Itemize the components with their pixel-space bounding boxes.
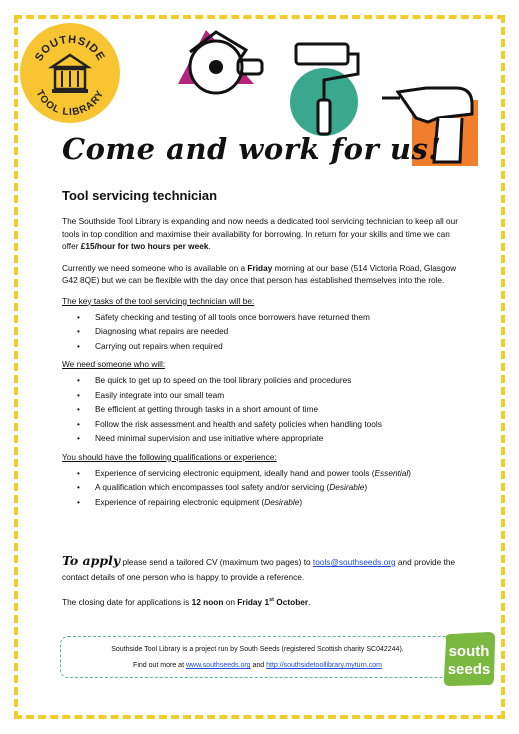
- list-item: • Safety checking and testing of all tools once borrowers have returned them: [62, 310, 462, 325]
- seeds-logo-text-2: seeds: [447, 661, 491, 678]
- logo-bottom-text: TOOL LIBRARY: [33, 88, 107, 119]
- apply-text-end: and provide the contact details of one person who is happy to provide a reference.: [62, 557, 456, 582]
- pay-offer: £15/hour for two hours per week: [80, 241, 209, 251]
- closing-end: .: [308, 597, 311, 607]
- availability-day: Friday: [247, 262, 273, 273]
- qualification-tag: Desirable: [264, 496, 300, 507]
- list-item: • Carrying out repairs when required: [62, 339, 462, 354]
- list-item: [62, 495, 462, 510]
- south-seeds-logo: [440, 630, 498, 688]
- closing-text: The closing date for applications is: [62, 597, 192, 607]
- qualification-close: ): [408, 467, 411, 478]
- qualifications-heading: You should have the following qualifications or experience:: [62, 451, 277, 462]
- availability-paragraph: [62, 262, 462, 287]
- closing-time: 12 noon: [191, 597, 224, 607]
- list-item: [62, 480, 462, 495]
- list-item: • Easily integrate into our small team: [62, 388, 462, 403]
- intro-paragraph: [62, 215, 462, 253]
- footer-charity-line: Southside Tool Library is a project run by South Seeds (registered Scottish charity SC042244).: [111, 646, 404, 653]
- closing-on: on: [223, 597, 238, 607]
- southseeds-link[interactable]: www.southseeds.org: [185, 662, 251, 669]
- logo-graphic: [20, 23, 120, 123]
- footer-and: and: [250, 662, 267, 669]
- qualification-tag: Essential: [374, 467, 409, 478]
- footer-text: Find out more at: [133, 662, 186, 669]
- list-item: [62, 466, 462, 481]
- needs-heading: We need someone who will:: [62, 359, 166, 369]
- closing-day-text: Friday 1: [237, 597, 270, 607]
- closing-day: [237, 597, 311, 607]
- closing-day-suffix: st: [269, 597, 274, 604]
- list-item: • Be efficient at getting through tasks in a short amount of time: [62, 402, 462, 417]
- closing-month: October: [273, 597, 309, 607]
- list-item: • Diagnosing what repairs are needed: [62, 324, 462, 339]
- availability-text-after: morning at our base (514 Victoria Road, Glasgow G42 8QE) but we can be flexible with the day once that person has established themselves into the role.: [62, 262, 457, 285]
- qualification-close: ): [299, 496, 303, 507]
- paint-roller-icon: [290, 44, 358, 136]
- intro-text: The Southside Tool Library is expanding and now needs a dedicated tool servicing technician to keep all our tools in top condition and maximise their availability for borrowing. In return for your skills and time we can offer: [62, 216, 459, 251]
- apply-text: please send a tailored CV (maximum two pages) to: [120, 557, 313, 567]
- headline: Come and work for us!: [62, 132, 442, 166]
- toolbox-icon: [52, 55, 88, 93]
- footer-box: [60, 636, 455, 678]
- intro-end: .: [208, 241, 211, 251]
- job-description: [62, 188, 462, 515]
- tasks-list: [62, 310, 462, 354]
- list-item: • Be quick to get up to speed on the tool library policies and procedures: [62, 373, 462, 388]
- apply-lead: To apply: [62, 553, 121, 568]
- needs-list: [62, 373, 462, 446]
- qualification-tag: Desirable: [329, 482, 365, 492]
- qualification-text: Experience of repairing electronic equipment (: [95, 496, 265, 507]
- qualification-close: ): [364, 482, 368, 492]
- southside-tool-library-logo: [20, 23, 120, 123]
- tool-library-link[interactable]: http://southsidetoollibrary.myturn.com: [266, 662, 382, 669]
- job-title: Tool servicing technician: [62, 188, 218, 203]
- closing-date: [62, 597, 310, 607]
- email-link[interactable]: tools@southseeds.org: [312, 557, 396, 567]
- tasks-heading: The key tasks of the tool servicing technician will be:: [62, 295, 255, 306]
- circular-saw-icon: [178, 30, 262, 93]
- qualifications-list: [62, 466, 462, 510]
- availability-text-before: Currently we need someone who is available on a: [62, 262, 248, 273]
- list-item: • Need minimal supervision and use initiative where appropriate: [62, 431, 462, 446]
- apply-paragraph: [62, 553, 462, 585]
- qualification-text: A qualification which encompasses tool safety and/or servicing (: [95, 482, 330, 492]
- qualification-text: Experience of servicing electronic equipment, ideally hand and power tools (: [95, 467, 375, 478]
- footer-links-line: [61, 662, 454, 669]
- seeds-logo-text-1: south: [448, 643, 490, 660]
- list-item: • Follow the risk assessment and health and safety policies when handling tools: [62, 417, 462, 432]
- logo-top-text: SOUTHSIDE: [32, 33, 108, 64]
